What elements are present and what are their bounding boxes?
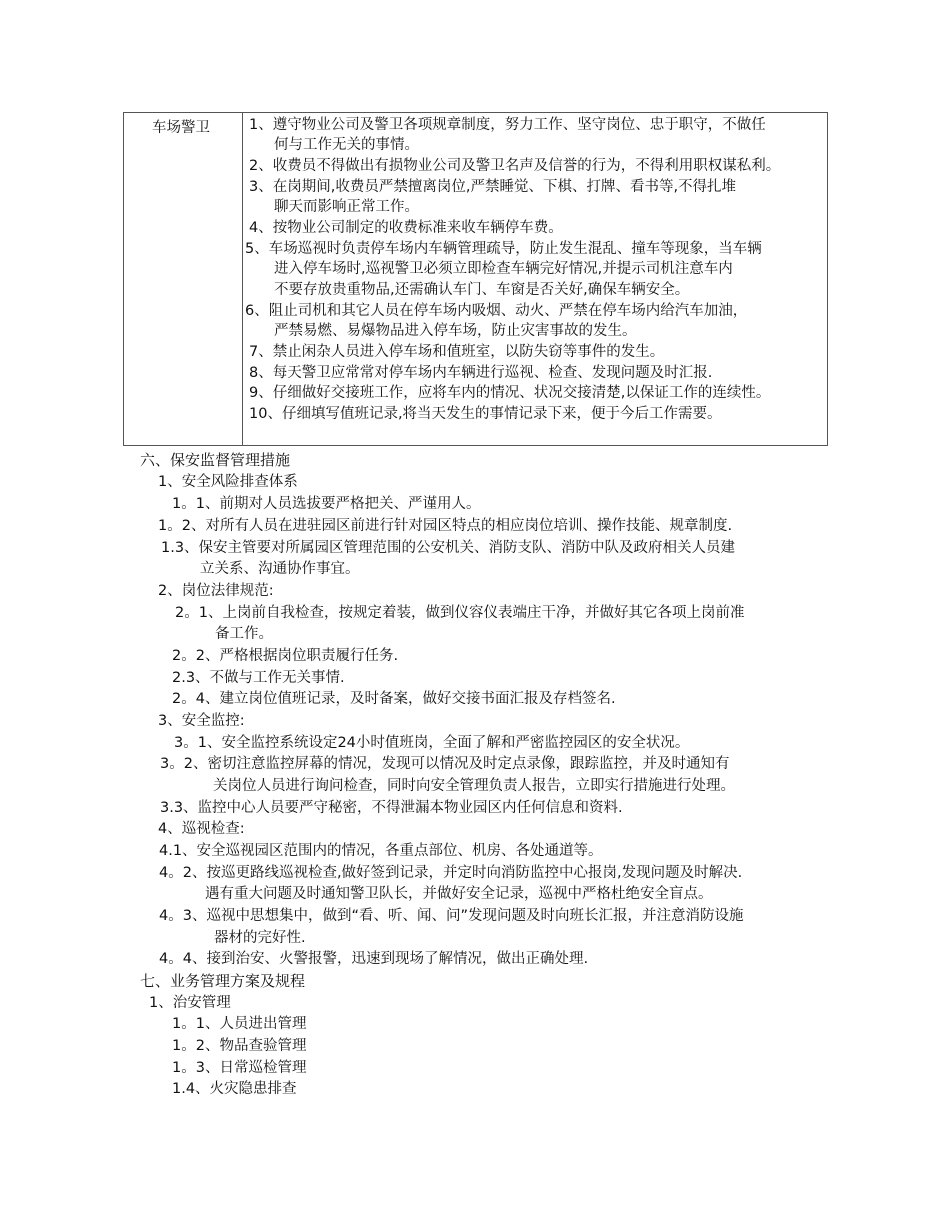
subsection-heading: 1、治安管理 bbox=[149, 995, 231, 1011]
list-item: 1。1、人员进出管理 bbox=[172, 1016, 307, 1032]
table-line: 严禁易燃、易爆物品进入停车场，防止灾害事故的发生。 bbox=[274, 323, 637, 339]
section-heading: 七、业务管理方案及规程 bbox=[140, 972, 306, 990]
list-item-continuation: 遇有重大问题及时通知警卫队长，并做好安全记录，巡视中严格杜绝安全盲点。 bbox=[205, 886, 713, 902]
list-item: 2。1、上岗前自我检查，按规定着装，做到仪容仪表端庄干净，并做好其它各项上岗前准 bbox=[175, 605, 745, 621]
table-line: 6、阻止司机和其它人员在停车场内吸烟、动火、严禁在停车场内给汽车加油， bbox=[245, 303, 748, 319]
table-line: 4、按物业公司制定的收费标准来收车辆停车费。 bbox=[249, 220, 563, 236]
list-item-continuation: 器材的完好性. bbox=[214, 930, 306, 946]
table-line: 10、仔细填写值班记录,将当天发生的事情记录下来，便于今后工作需要。 bbox=[249, 406, 722, 422]
list-item: 1。1、前期对人员选拔要严格把关、严谨用人。 bbox=[172, 496, 481, 512]
subsection-heading: 4、巡视检查: bbox=[158, 821, 245, 837]
table-line: 3、在岗期间,收费员严禁擅离岗位,严禁睡觉、下棋、打牌、看书等,不得扎堆 bbox=[249, 179, 737, 195]
table-line: 聊天而影响正常工作。 bbox=[274, 199, 419, 215]
list-item-continuation: 关岗位人员进行询问检查，同时向安全管理负责人报告，立即实行措施进行处理。 bbox=[213, 778, 735, 794]
table-line: 进入停车场时,巡视警卫必须立即检查车辆完好情况,并提示司机注意车内 bbox=[274, 261, 733, 277]
list-item: 1。2、对所有人员在进驻园区前进行针对园区特点的相应岗位培训、操作技能、规章制度. bbox=[158, 518, 733, 534]
list-item: 4。2、按巡更路线巡视检查,做好签到记录，并定时向消防监控中心报岗,发现问题及时解决. bbox=[159, 865, 743, 881]
list-item: 1.3、保安主管要对所属园区管理范围的公安机关、消防支队、消防中队及政府相关人员建 bbox=[161, 540, 736, 556]
table-line: 1、遵守物业公司及警卫各项规章制度，努力工作、坚守岗位、忠于职守，不做任 bbox=[249, 117, 766, 133]
section-heading: 六、保安监督管理措施 bbox=[140, 451, 291, 469]
list-item: 4.1、安全巡视园区范围内的情况，各重点部位、机房、各处通道等。 bbox=[159, 843, 603, 859]
subsection-heading: 3、安全监控: bbox=[158, 713, 245, 729]
table-line: 8、每天警卫应常常对停车场内车辆进行巡视、检查、发现问题及时汇报. bbox=[249, 365, 713, 381]
subsection-heading: 1、安全风险排查体系 bbox=[158, 474, 298, 490]
list-item: 1。3、日常巡检管理 bbox=[172, 1060, 307, 1076]
table-line: 不要存放贵重物品,还需确认车门、车窗是否关好,确保车辆安全。 bbox=[274, 282, 690, 298]
table-role-cell: 车场警卫 bbox=[152, 120, 210, 136]
list-item: 2。2、严格根据岗位职责履行任务. bbox=[172, 648, 399, 664]
list-item: 3.3、监控中心人员要严守秘密，不得泄漏本物业园区内任何信息和资料. bbox=[160, 800, 623, 816]
list-item: 4。3、巡视中思想集中，做到“看、听、闻、问”发现问题及时向班长汇报，并注意消防设施 bbox=[159, 908, 744, 924]
list-item: 3。1、安全监控系统设定24小时值班岗，全面了解和严密监控园区的安全状况。 bbox=[174, 735, 690, 751]
subsection-heading: 2、岗位法律规范: bbox=[158, 583, 274, 599]
list-item: 1.4、火灾隐患排查 bbox=[172, 1081, 297, 1097]
table-column-divider bbox=[242, 113, 243, 445]
table-line: 2、收费员不得做出有损物业公司及警卫名声及信誉的行为，不得利用职权谋私利。 bbox=[249, 158, 781, 174]
table-line: 5、车场巡视时负责停车场内车辆管理疏导，防止发生混乱、撞车等现象，当车辆 bbox=[245, 241, 762, 257]
list-item: 4。4、接到治安、火警报警，迅速到现场了解情况，做出正确处理. bbox=[159, 951, 589, 967]
table-line: 何与工作无关的事情。 bbox=[274, 137, 419, 153]
list-item: 1。2、物品查验管理 bbox=[172, 1038, 307, 1054]
list-item: 2.3、不做与工作无关事情. bbox=[172, 670, 345, 686]
table-line: 7、禁止闲杂人员进入停车场和值班室，以防失窃等事件的发生。 bbox=[249, 344, 665, 360]
list-item-continuation: 备工作。 bbox=[215, 626, 273, 642]
list-item: 3。2、密切注意监控屏幕的情况，发现可以情况及时定点录像，跟踪监控，并及时通知有 bbox=[160, 756, 730, 772]
list-item-continuation: 立关系、沟通协作事宜。 bbox=[200, 561, 360, 577]
table-line: 9、仔细做好交接班工作，应将车内的情况、状况交接清楚,以保证工作的连续性。 bbox=[249, 385, 771, 401]
list-item: 2。4、建立岗位值班记录，及时备案，做好交接书面汇报及存档签名. bbox=[172, 691, 616, 707]
